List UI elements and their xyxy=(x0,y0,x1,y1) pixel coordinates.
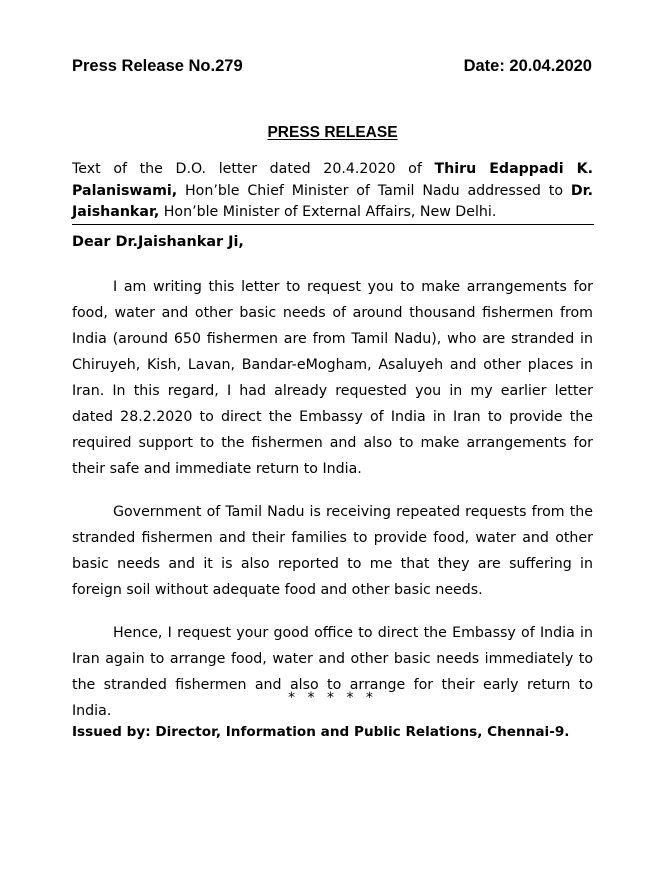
intro-text-2: Hon’ble Chief Minister of Tamil Nadu addressed to xyxy=(177,182,571,199)
press-release-number: Press Release No.279 xyxy=(72,57,243,75)
salutation: Dear Dr.Jaishankar Ji, xyxy=(72,234,244,250)
release-date: Date: 20.04.2020 xyxy=(463,57,592,75)
divider-line xyxy=(72,224,594,225)
body-paragraph-1: I am writing this letter to request you to make arrangements for food, water and other basic needs of around thousand fishermen from India (around 650 fishermen are from Tamil Nadu), who are stranded in Chiruyeh, Kish, Lavan, Bandar-eMogham, Asaluyeh and other places in Iran. In this regard, I had already requested you in my earlier letter dated 28.2.2020 to direct the Embassy of India in Iran to provide the required support to the fishermen and also to make arrangements for their safe and immediate return to India. xyxy=(72,279,593,477)
end-separator: * * * * * xyxy=(288,690,377,706)
body-paragraph-3: Hence, I request your good office to direct the Embassy of India in Iran again to arrange food, water and other basic needs immediately to the stranded fishermen and also to arrange for their early return to India. xyxy=(72,625,593,719)
intro-text-3: Hon’ble Minister of External Affairs, New Delhi. xyxy=(159,204,497,220)
intro-recipient-name: Dr. Jaishankar, xyxy=(72,182,593,220)
issued-by: Issued by: Director, Information and Public Relations, Chennai-9. xyxy=(72,724,570,740)
intro-sender-name: Thiru Edappadi K. Palaniswami, xyxy=(72,161,593,199)
body-paragraph-2: Government of Tamil Nadu is receiving repeated requests from the stranded fishermen and their families to provide food, water and other basic needs and it is also reported to me that they are suffering in foreign soil without adequate food and other basic needs. xyxy=(72,504,593,598)
document-title: PRESS RELEASE xyxy=(267,124,398,141)
intro-paragraph xyxy=(72,159,593,224)
intro-text-1: Text of the D.O. letter dated 20.4.2020 of xyxy=(72,161,435,177)
letter-body xyxy=(72,274,593,741)
